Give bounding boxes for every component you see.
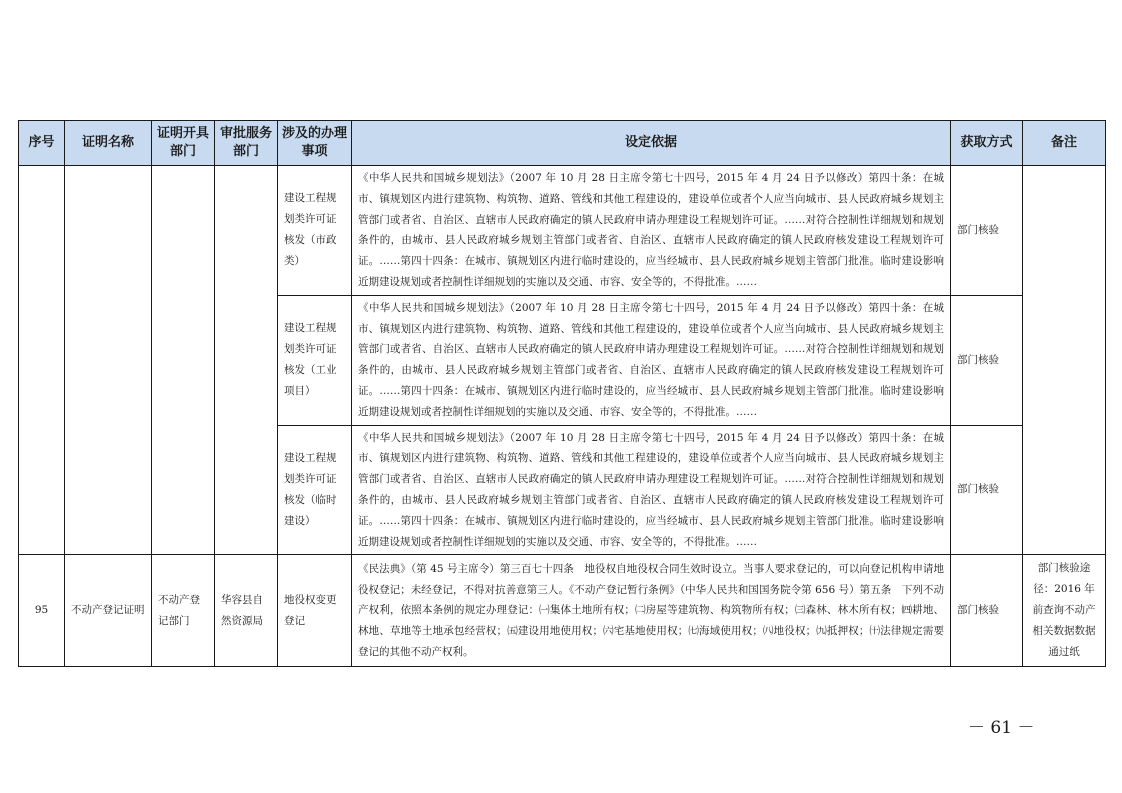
basis-cell: 《中华人民共和国城乡规划法》（2007 年 10 月 28 日主席令第七十四号，2015 年 4 月 24 日予以修改）第四十条：在城市、镇规划区内进行建筑物、构筑物、道路、管线和其他工程建设的，建设单位或者个人应当向城市、县人民政府城乡规划主管部门或者省、自治区、直辖市人民政府确定的镇人民政府申请办理建设工程规划许可证。……对符合控制性详细规划和规划条件的，由城市、县人民政府城乡规划主管部门或者省、自治区、直辖市人民政府确定的镇人民政府核发建设工程规划许可证。……第四十四条：在城市、镇规划区内进行临时建设的，应当经城市、县人民政府城乡规划主管部门批准。临时建设影响近期建设规划或者控制性详细规划的实施以及交通、市容、安全等的，不得批准。…… bbox=[352, 295, 951, 425]
issuer-cell: 不动产登记部门 bbox=[152, 555, 215, 667]
seq-cell: 95 bbox=[19, 555, 65, 667]
method-cell: 部门核验 bbox=[951, 555, 1023, 667]
basis-cell: 《中华人民共和国城乡规划法》（2007 年 10 月 28 日主席令第七十四号，2015 年 4 月 24 日予以修改）第四十条：在城市、镇规划区内进行建筑物、构筑物、道路、管线和其他工程建设的，建设单位或者个人应当向城市、县人民政府城乡规划主管部门或者省、自治区、直辖市人民政府确定的镇人民政府申请办理建设工程规划许可证。……对符合控制性详细规划和规划条件的，由城市、县人民政府城乡规划主管部门或者省、自治区、直辖市人民政府确定的镇人民政府核发建设工程规划许可证。……第四十四条：在城市、镇规划区内进行临时建设的，应当经城市、县人民政府城乡规划主管部门批准。临时建设影响近期建设规划或者控制性详细规划的实施以及交通、市容、安全等的，不得批准。…… bbox=[352, 166, 951, 296]
certificate-table bbox=[18, 120, 1106, 667]
approver-cell: 华容县自然资源局 bbox=[215, 555, 278, 667]
table-row bbox=[19, 166, 1106, 296]
name-cell: 不动产登记证明 bbox=[65, 555, 152, 667]
header-row bbox=[19, 121, 1106, 166]
matter-cell: 建设工程规划类许可证核发（市政类） bbox=[278, 166, 352, 296]
note-cell-empty bbox=[1023, 166, 1106, 555]
note-cell: 部门核验途径：2016 年前查询不动产相关数据数据通过纸 bbox=[1023, 555, 1106, 667]
col-header-matter: 涉及的办理事项 bbox=[278, 121, 352, 166]
page-number: － 61 － bbox=[968, 718, 1035, 738]
method-cell: 部门核验 bbox=[951, 166, 1023, 296]
matter-cell: 建设工程规划类许可证核发（临时建设） bbox=[278, 425, 352, 555]
col-header-issuer: 证明开具部门 bbox=[152, 121, 215, 166]
issuer-cell-empty bbox=[152, 166, 215, 555]
matter-cell: 地役权变更登记 bbox=[278, 555, 352, 667]
matter-cell: 建设工程规划类许可证核发（工业项目） bbox=[278, 295, 352, 425]
col-header-name: 证明名称 bbox=[65, 121, 152, 166]
approver-cell-empty bbox=[215, 166, 278, 555]
method-cell: 部门核验 bbox=[951, 295, 1023, 425]
basis-cell: 《中华人民共和国城乡规划法》（2007 年 10 月 28 日主席令第七十四号，2015 年 4 月 24 日予以修改）第四十条：在城市、镇规划区内进行建筑物、构筑物、道路、管线和其他工程建设的，建设单位或者个人应当向城市、县人民政府城乡规划主管部门或者省、自治区、直辖市人民政府确定的镇人民政府申请办理建设工程规划许可证。……对符合控制性详细规划和规划条件的，由城市、县人民政府城乡规划主管部门或者省、自治区、直辖市人民政府确定的镇人民政府核发建设工程规划许可证。……第四十四条：在城市、镇规划区内进行临时建设的，应当经城市、县人民政府城乡规划主管部门批准。临时建设影响近期建设规划或者控制性详细规划的实施以及交通、市容、安全等的，不得批准。…… bbox=[352, 425, 951, 555]
col-header-basis: 设定依据 bbox=[352, 121, 951, 166]
seq-cell-empty bbox=[19, 166, 65, 555]
col-header-note: 备注 bbox=[1023, 121, 1106, 166]
name-cell-empty bbox=[65, 166, 152, 555]
method-cell: 部门核验 bbox=[951, 425, 1023, 555]
table-row bbox=[19, 555, 1106, 667]
col-header-method: 获取方式 bbox=[951, 121, 1023, 166]
basis-cell: 《民法典》（第 45 号主席令）第三百七十四条 地役权自地役权合同生效时设立。当事人要求登记的，可以向登记机构申请地役权登记；未经登记，不得对抗善意第三人。《不动产登记暂行条例》（中华人民共和国国务院令第 656 号）第五条 下列不动产权利，依照本条例的规定办理登记：㈠集体土地所有权；㈡房屋等建筑物、构筑物所有权；㈢森林、林木所有权；㈣耕地、林地、草地等土地承包经营权；㈤建设用地使用权；㈥宅基地使用权；㈦海域使用权；㈧地役权；㈨抵押权；㈩法律规定需要登记的其他不动产权利。 bbox=[352, 555, 951, 667]
col-header-approver: 审批服务部门 bbox=[215, 121, 278, 166]
col-header-seq: 序号 bbox=[19, 121, 65, 166]
